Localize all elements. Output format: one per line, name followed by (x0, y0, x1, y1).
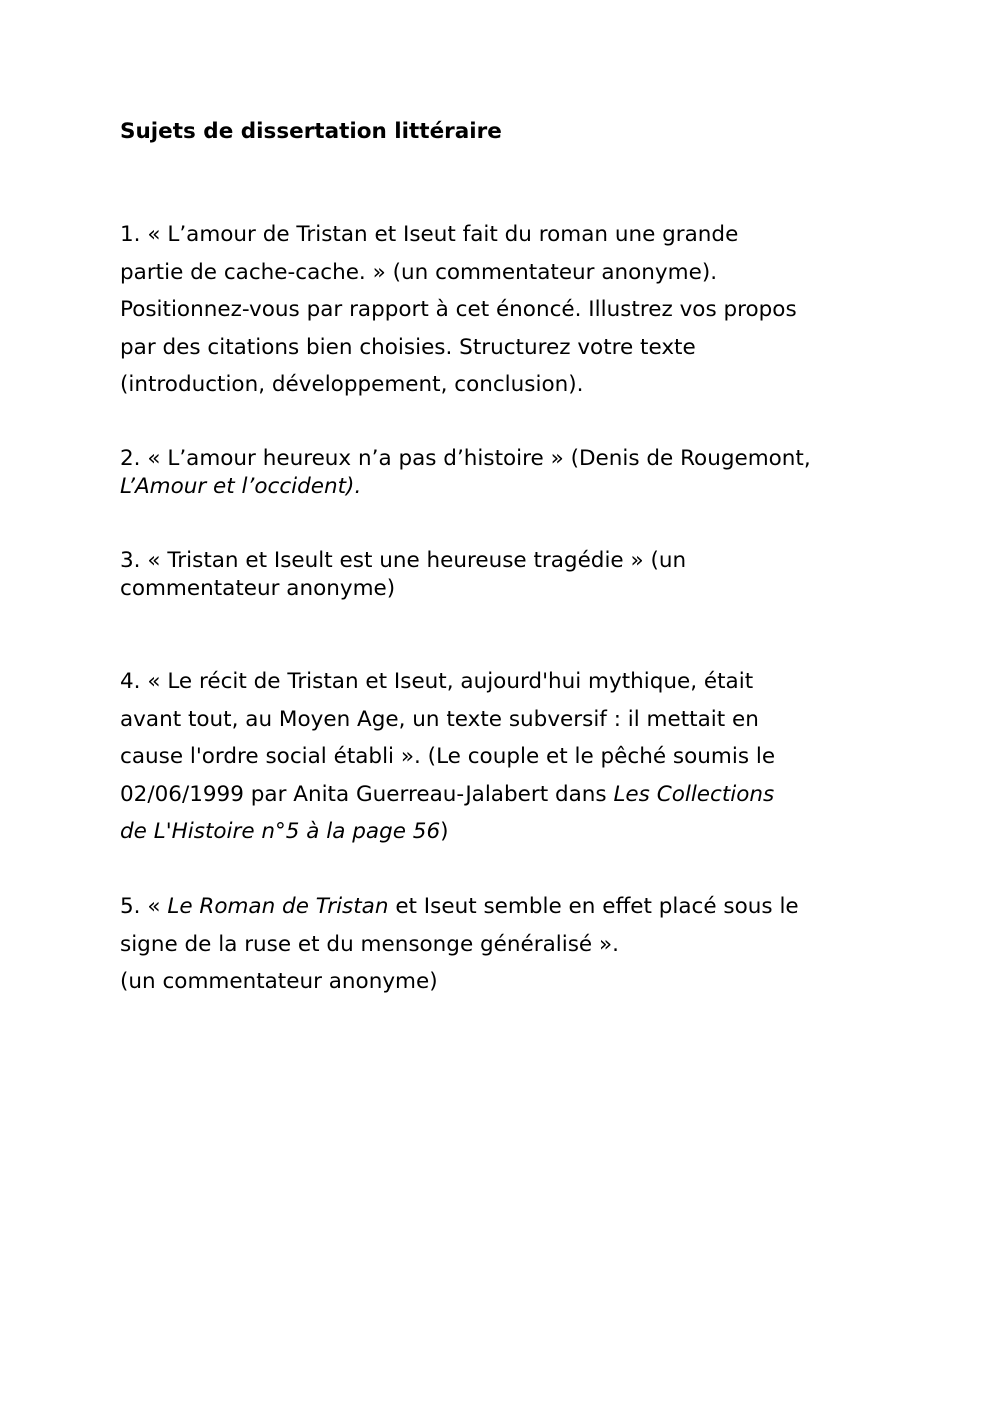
subject-5-line-1-rest: et Iseut semble en effet placé sous le (388, 894, 799, 919)
subject-3-line-2: commentateur anonyme) (120, 576, 396, 601)
subject-3 (120, 547, 900, 603)
subject-4-line-3: cause l'ordre social établi ». (Le couple et le pêché soumis le (120, 744, 776, 769)
subject-1 (120, 216, 900, 404)
subject-2-line-2 (120, 473, 900, 501)
subject-4-line-4 (120, 776, 900, 814)
subject-4-line-2: avant tout, au Moyen Age, un texte subversif : il mettait en (120, 706, 759, 732)
subject-4-line-4-text: 02/06/1999 par Anita Guerreau-Jalabert dans (120, 781, 614, 807)
subject-4-line-5 (120, 813, 900, 851)
subject-5 (120, 888, 900, 1001)
subject-4 (120, 663, 900, 851)
subject-1-line-5: (introduction, développement, conclusion). (120, 372, 584, 397)
source-title-collections: Les Collections (613, 781, 775, 807)
subject-1-line-1: 1. « L’amour de Tristan et Iseut fait du roman une grande (120, 222, 739, 247)
subject-5-line-3: (un commentateur anonyme) (120, 969, 438, 994)
subject-1-line-4: par des citations bien choisies. Structurez votre texte (120, 334, 696, 360)
subject-1-line-2: partie de cache-cache. » (un commentateur anonyme). (120, 259, 718, 285)
subject-5-line-1 (120, 888, 900, 926)
subject-2 (120, 445, 900, 501)
source-title-histoire: de L'Histoire n°5 à la page 56 (120, 819, 441, 844)
book-title-amour-occident: L’Amour et l’occident). (120, 474, 362, 499)
document-title: Sujets de dissertation littéraire (120, 119, 502, 144)
subject-5-prefix: 5. « (120, 894, 168, 919)
subject-5-line-2: signe de la ruse et du mensonge généralisé ». (120, 931, 619, 957)
subject-3-line-1: 3. « Tristan et Iseult est une heureuse tragédie » (un (120, 548, 687, 573)
subject-4-closing-paren: ) (440, 819, 449, 844)
subject-1-line-3: Positionnez-vous par rapport à cet énoncé. Illustrez vos propos (120, 297, 797, 322)
subject-2-line-1: 2. « L’amour heureux n’a pas d’histoire » (Denis de Rougemont, (120, 446, 811, 471)
book-title-roman-tristan: Le Roman de Tristan (167, 894, 389, 919)
subject-4-line-1: 4. « Le récit de Tristan et Iseut, aujourd'hui mythique, était (120, 669, 754, 694)
